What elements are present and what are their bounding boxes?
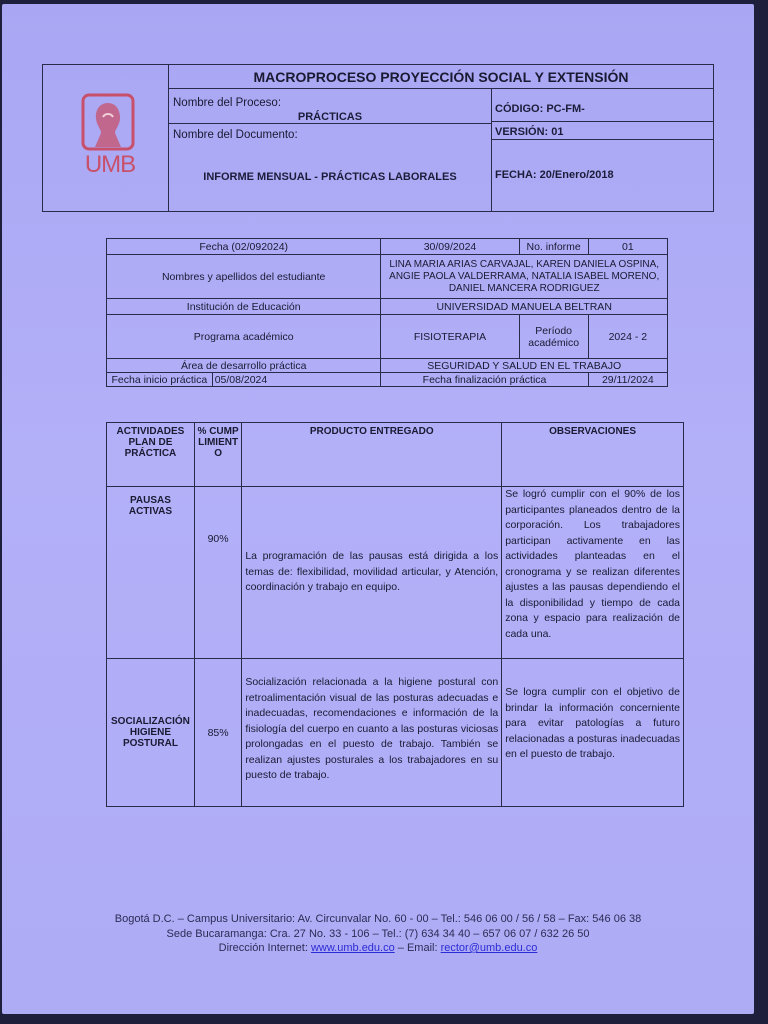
divider	[491, 89, 492, 211]
document-header	[42, 64, 714, 212]
start-date-value: 05/08/2024	[212, 373, 381, 387]
column-header-product: PRODUCTO ENTREGADO	[242, 423, 502, 487]
end-date-value: 29/11/2024	[588, 373, 667, 387]
institution-label: Institución de Educación	[107, 299, 381, 315]
activity-observations: Se logró cumplir con el 90% de los participantes planeados dentro de la corporación. Los trabajadores participan activamente en las actividades planteadas en el cronograma y se realizan diferentes ajustes a las pausas dependiendo el la disponibilidad y tiempo de cada zona y espacio para realización de cada una.	[502, 487, 684, 659]
document-label: Nombre del Documento:	[173, 129, 298, 141]
logo-text: UMB	[84, 151, 136, 178]
area-label: Área de desarrollo práctica	[107, 359, 381, 373]
table-row	[107, 487, 684, 659]
end-date-label: Fecha finalización práctica	[381, 373, 588, 387]
students-value: LINA MARIA ARIAS CARVAJAL, KAREN DANIELA OSPINA, ANGIE PAOLA VALDERRAMA, NATALIA ISABEL MORENO, DANIEL MANCERA RODRIGUEZ	[381, 255, 668, 299]
divider	[491, 139, 713, 140]
date-label: Fecha (02/092024)	[107, 239, 381, 255]
students-label: Nombres y apellidos del estudiante	[107, 255, 381, 299]
activities-table	[106, 422, 684, 807]
period-value: 2024 - 2	[588, 315, 667, 359]
column-header-activities: ACTIVIDADES PLAN DE PRÁCTICA	[107, 423, 195, 487]
table-row	[107, 299, 668, 315]
start-date-label: Fecha inicio práctica	[107, 373, 213, 387]
date-value: 30/09/2024	[381, 239, 519, 255]
column-header-percent: % CUMPLIMIENTO	[194, 423, 241, 487]
activity-percent: 85%	[194, 659, 241, 807]
umb-logo-icon	[81, 93, 135, 151]
code-value: CÓDIGO: PC-FM-	[495, 103, 585, 115]
column-header-observations: OBSERVACIONES	[502, 423, 684, 487]
version-value: VERSIÓN: 01	[495, 126, 564, 138]
macroprocess-title: MACROPROCESO PROYECCIÓN SOCIAL Y EXTENSIÓN	[169, 65, 713, 89]
activity-observations: Se logra cumplir con el objetivo de brindar la información concerniente para evitar patologías a futuro relacionadas a posturas inadecuadas en el puesto de trabajo.	[502, 659, 684, 807]
activity-product: Socialización relacionada a la higiene postural con retroalimentación visual de las posturas adecuadas e inadecuadas, recomendaciones e información de la fisiología del cuerpo en cuanto a las posturas viciosas prolongadas en el puesto de trabajo. También se realizan ajustes posturales a los trabajadores en su puesto de trabajo.	[242, 659, 502, 807]
activity-product: La programación de las pausas está dirigida a los temas de: flexibilidad, movilidad articular, y Atención, coordinación y trabajo en equipo.	[242, 487, 502, 659]
report-info-table	[106, 238, 668, 387]
table-row	[107, 373, 668, 387]
table-header-row	[107, 423, 684, 487]
logo-cell	[43, 65, 169, 211]
footer-contact	[2, 941, 754, 956]
process-value: PRÁCTICAS	[297, 111, 363, 123]
program-label: Programa académico	[107, 315, 381, 359]
footer-bogota: Bogotá D.C. – Campus Universitario: Av. Circunvalar No. 60 - 00 – Tel.: 546 06 00 / 56 / 58 – Fax: 546 06 38	[114, 913, 642, 925]
email-link[interactable]: rector@umb.edu.co	[440, 942, 538, 954]
date-value: FECHA: 20/Enero/2018	[495, 169, 614, 181]
email-label: – Email:	[397, 942, 438, 954]
page-footer	[2, 912, 754, 956]
table-row	[107, 239, 668, 255]
table-row	[107, 659, 684, 807]
report-number-label: No. informe	[519, 239, 588, 255]
table-row	[107, 359, 668, 373]
divider	[169, 123, 491, 124]
website-link[interactable]: www.umb.edu.co	[310, 942, 395, 954]
table-row	[107, 315, 668, 359]
document-page	[2, 4, 754, 1014]
activity-percent: 90%	[194, 487, 241, 659]
period-label: Período académico	[519, 315, 588, 359]
activity-name: PAUSAS ACTIVAS	[107, 487, 195, 659]
institution-value: UNIVERSIDAD MANUELA BELTRAN	[381, 299, 668, 315]
web-label: Dirección Internet:	[218, 942, 308, 954]
footer-bucaramanga: Sede Bucaramanga: Cra. 27 No. 33 - 106 – Tel.: (7) 634 34 40 – 657 06 07 / 632 26 50	[166, 927, 590, 940]
area-value: SEGURIDAD Y SALUD EN EL TRABAJO	[381, 359, 668, 373]
report-number-value: 01	[588, 239, 667, 255]
activity-name: SOCIALIZACIÓN HIGIENE POSTURAL	[107, 659, 195, 807]
program-value: FISIOTERAPIA	[381, 315, 519, 359]
table-row	[107, 255, 668, 299]
document-value: INFORME MENSUAL - PRÁCTICAS LABORALES	[203, 171, 457, 183]
process-label: Nombre del Proceso:	[173, 97, 282, 109]
divider	[491, 121, 713, 122]
